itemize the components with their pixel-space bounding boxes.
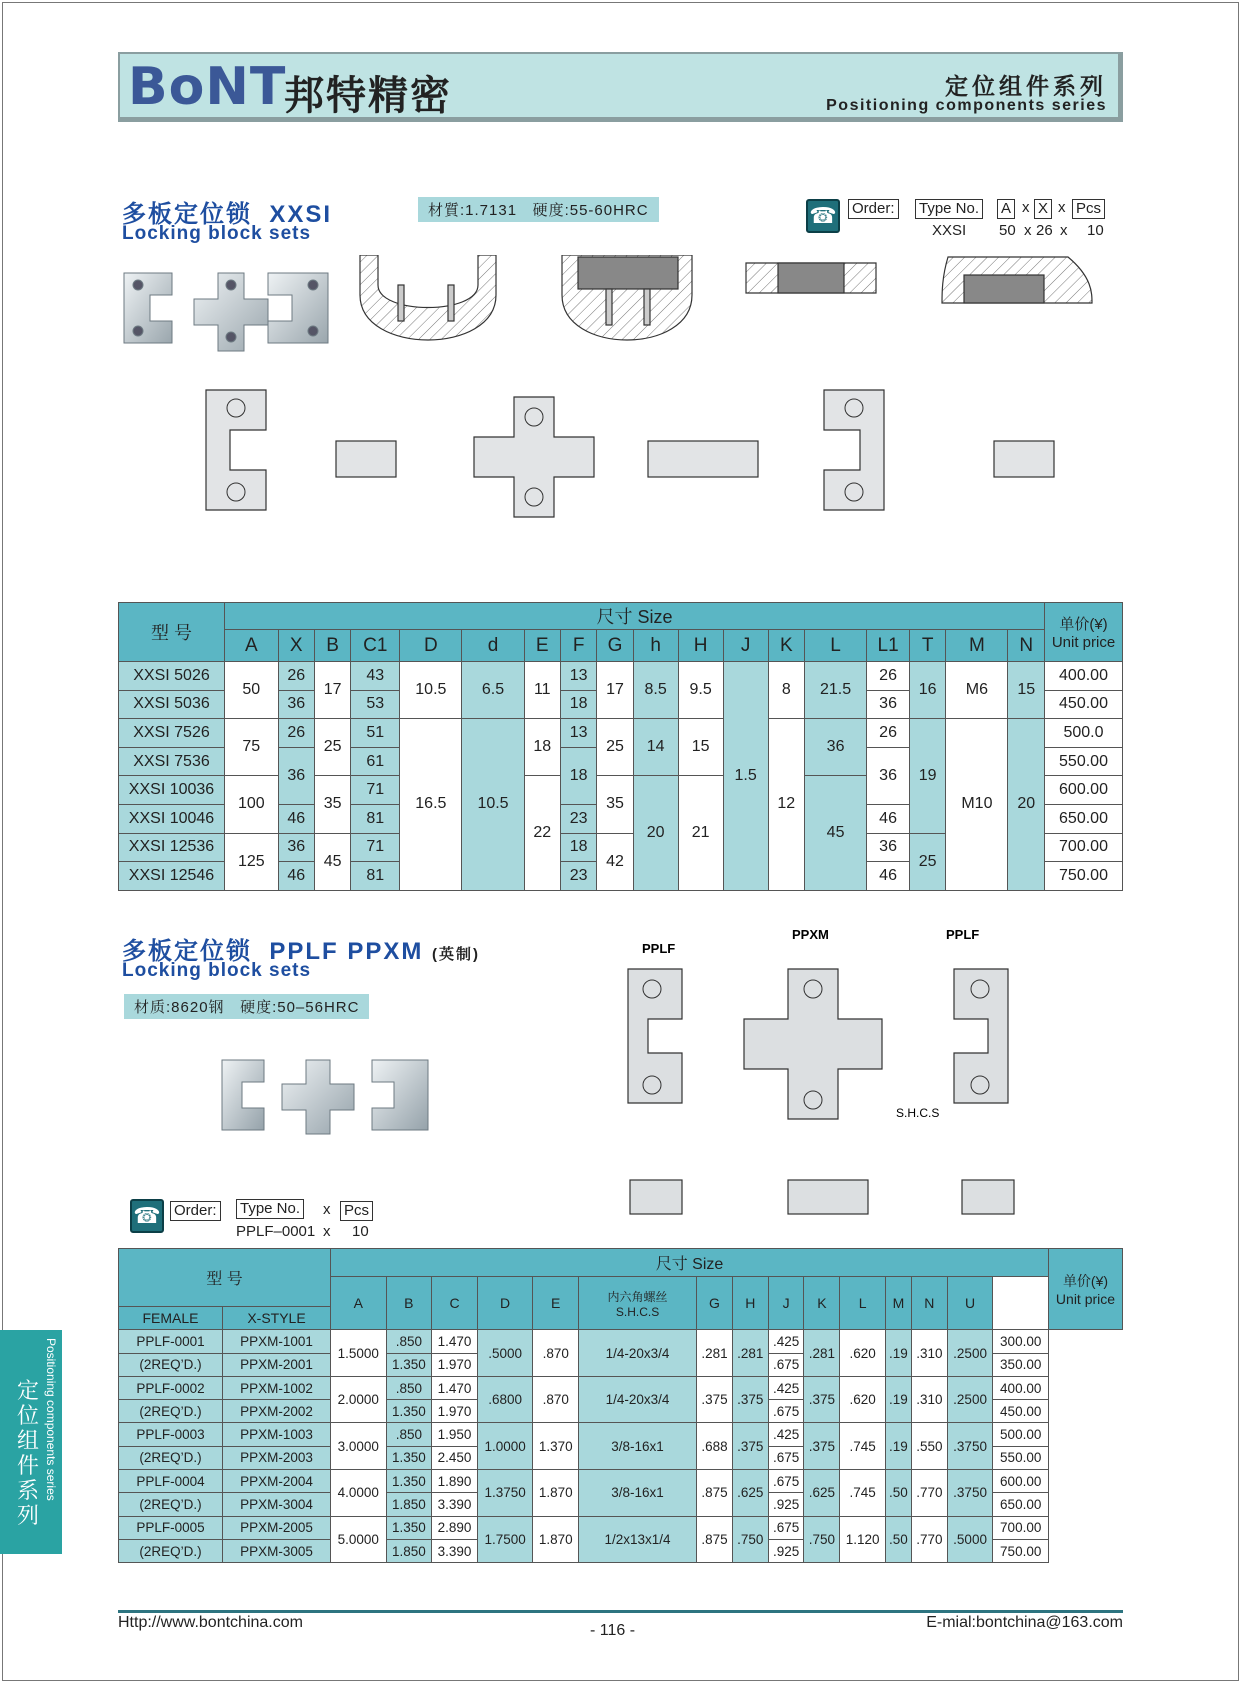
cell-m: .50 <box>885 1470 911 1517</box>
cell-e: 1.370 <box>533 1423 579 1470</box>
cell-e: 18 <box>524 719 560 776</box>
cell-d: 1.3750 <box>477 1470 533 1517</box>
cell-d: .6800 <box>477 1376 533 1423</box>
female-model-cell: PPLF-0005 <box>119 1516 223 1539</box>
cell-c1: 43 <box>351 662 400 691</box>
cell-n: .770 <box>911 1470 947 1517</box>
cell-e: 1.870 <box>533 1516 579 1563</box>
price-cell: 350.00 <box>993 1353 1049 1376</box>
cell-shcs: 1/4-20x3/4 <box>579 1376 697 1423</box>
cell-f: 18 <box>560 747 596 804</box>
cell-m: M10 <box>946 719 1008 891</box>
model-cell: XXSI 5026 <box>119 662 225 691</box>
cell-m: .50 <box>885 1516 911 1563</box>
cell-j: 1.5 <box>723 662 768 891</box>
model-cell: XXSI 10046 <box>119 804 225 833</box>
xstyle-model-cell: PPXM-3005 <box>223 1539 331 1562</box>
cell-shcs: 1/4-20x3/4 <box>579 1330 697 1377</box>
col-b-header: B <box>314 630 350 662</box>
price-cell: 700.00 <box>993 1516 1049 1539</box>
cell-b: .850 <box>386 1330 432 1353</box>
cell-j: .675 <box>768 1400 804 1423</box>
female-model-cell: PPLF-0004 <box>119 1470 223 1493</box>
cell-h: 15 <box>678 719 723 776</box>
price-cell: 450.00 <box>1045 690 1123 719</box>
cell-x: 36 <box>278 833 314 862</box>
price-cell: 400.00 <box>993 1376 1049 1399</box>
cell-g: .688 <box>697 1423 733 1470</box>
model-cell: XXSI 5036 <box>119 690 225 719</box>
cell-a: 100 <box>225 776 279 833</box>
order-type-label: Type No. <box>915 199 983 219</box>
pplf-size-table <box>118 1248 1123 1563</box>
col-xstyle: X-STYLE <box>223 1307 331 1330</box>
order-example-type: PPLF–0001 <box>236 1223 316 1240</box>
cell-l: .745 <box>840 1470 886 1517</box>
col-a-header: A <box>331 1277 387 1330</box>
cell-l1: 26 <box>867 662 910 691</box>
cell-g: .375 <box>697 1376 733 1423</box>
cell-b: .850 <box>386 1423 432 1446</box>
female-req-cell: (2REQ’D.) <box>119 1400 223 1423</box>
cell-n: .310 <box>911 1330 947 1377</box>
cell-a: 50 <box>225 662 279 719</box>
col-u-header: U <box>947 1277 993 1330</box>
cell-b: 1.850 <box>386 1539 432 1562</box>
cell-k: 8 <box>768 662 804 719</box>
cell-h: .625 <box>732 1470 768 1517</box>
col-b-header: B <box>386 1277 432 1330</box>
cell-e: 11 <box>524 662 560 719</box>
cell-c: 1.470 <box>432 1376 478 1399</box>
col-m-header: M <box>946 630 1008 662</box>
cell-f: 18 <box>560 690 596 719</box>
cell-c1: 71 <box>351 776 400 805</box>
cell-l1: 36 <box>867 747 910 804</box>
cell-e: 1.870 <box>533 1470 579 1517</box>
cell-h-small: 20 <box>633 776 678 890</box>
cell-j: .675 <box>768 1470 804 1493</box>
col-c1-header: C1 <box>351 630 400 662</box>
order-pcs-label: Pcs <box>1072 199 1105 219</box>
female-req-cell: (2REQ’D.) <box>119 1493 223 1516</box>
cell-k: .375 <box>804 1376 840 1423</box>
xxsi-material-box: 材質:1.7131 硬度:55-60HRC <box>418 197 659 222</box>
order-example-type: XXSI <box>932 222 967 239</box>
cell-f: 13 <box>560 662 596 691</box>
cell-e: .870 <box>533 1376 579 1423</box>
cell-c1: 81 <box>351 862 400 891</box>
cell-m: .19 <box>885 1423 911 1470</box>
col-j-header: J <box>723 630 768 662</box>
cell-x: 46 <box>278 804 314 833</box>
col-a-header: A <box>225 630 279 662</box>
price-cell: 500.00 <box>993 1423 1049 1446</box>
order-example-pcs: 10 <box>1087 222 1104 239</box>
price-cell: 700.00 <box>1045 833 1123 862</box>
cell-c: 1.950 <box>432 1423 478 1446</box>
cell-l: 1.120 <box>840 1516 886 1563</box>
price-cell: 500.0 <box>1045 719 1123 748</box>
cell-k: .625 <box>804 1470 840 1517</box>
order-x-label: X <box>1034 199 1052 219</box>
cell-j: .675 <box>768 1446 804 1469</box>
col-d-header: D <box>477 1277 533 1330</box>
cell-n: .550 <box>911 1423 947 1470</box>
company-name: 邦特精密 <box>284 72 452 119</box>
cell-c: 1.470 <box>432 1330 478 1353</box>
female-model-cell: PPLF-0001 <box>119 1330 223 1353</box>
phone-icon: ☎ <box>130 1199 164 1233</box>
cell-l1: 36 <box>867 833 910 862</box>
cell-c1: 71 <box>351 833 400 862</box>
xstyle-model-cell: PPXM-2001 <box>223 1353 331 1376</box>
cell-c1: 61 <box>351 747 400 776</box>
cell-b: 1.850 <box>386 1493 432 1516</box>
cell-f: 23 <box>560 804 596 833</box>
cell-a: 4.0000 <box>331 1470 387 1517</box>
cell-b: 17 <box>314 662 350 719</box>
cell-d-small: 6.5 <box>462 662 524 719</box>
price-cell: 650.00 <box>993 1493 1049 1516</box>
xxsi-technical-drawings <box>118 255 1128 585</box>
col-model-header: 型 号 <box>119 1249 331 1307</box>
price-cell: 600.00 <box>1045 776 1123 805</box>
cell-g: 42 <box>597 833 633 890</box>
female-req-cell: (2REQ’D.) <box>119 1353 223 1376</box>
cell-k: 12 <box>768 719 804 891</box>
cell-h-small: 8.5 <box>633 662 678 719</box>
col-h-header: H <box>678 630 723 662</box>
side-tab-cn: 定位组件系列 <box>16 1378 39 1528</box>
cell-d: 16.5 <box>400 719 462 891</box>
xxsi-size-table <box>118 602 1123 891</box>
cell-j: .925 <box>768 1493 804 1516</box>
cell-x: 36 <box>278 690 314 719</box>
col-l-header: L <box>840 1277 886 1330</box>
cell-shcs: 3/8-16x1 <box>579 1423 697 1470</box>
pplf-label-2: PPLF <box>946 927 980 942</box>
col-n-header: N <box>911 1277 947 1330</box>
cell-u: .2500 <box>947 1330 993 1377</box>
order-sep: x <box>323 1201 331 1218</box>
order-label: Order: <box>848 199 899 219</box>
cell-c: 2.890 <box>432 1516 478 1539</box>
cell-k: .281 <box>804 1330 840 1377</box>
cell-b: .850 <box>386 1376 432 1399</box>
cell-u: .3750 <box>947 1470 993 1517</box>
col-size-header: 尺寸 Size <box>331 1249 1049 1277</box>
cell-b: 35 <box>314 776 350 833</box>
cell-l: 45 <box>804 776 866 890</box>
cell-l: .620 <box>840 1330 886 1377</box>
cell-x: 26 <box>278 719 314 748</box>
cell-j: .425 <box>768 1376 804 1399</box>
cell-l: .745 <box>840 1423 886 1470</box>
cell-b: 1.350 <box>386 1446 432 1469</box>
col-f-header: F <box>560 630 596 662</box>
cell-e: 22 <box>524 776 560 890</box>
cell-e: .870 <box>533 1330 579 1377</box>
order-a-label: A <box>997 199 1015 219</box>
cell-c1: 53 <box>351 690 400 719</box>
col-d-header: D <box>400 630 462 662</box>
col-d-header: d <box>462 630 524 662</box>
ppxm-label: PPXM <box>792 927 829 942</box>
order-sep: x <box>1024 222 1032 239</box>
col-j-header: J <box>768 1277 804 1330</box>
cell-j: .425 <box>768 1423 804 1446</box>
price-cell: 550.00 <box>993 1446 1049 1469</box>
block-photo <box>124 273 328 351</box>
cell-f: 18 <box>560 833 596 862</box>
cell-c: 2.450 <box>432 1446 478 1469</box>
cell-n: .770 <box>911 1516 947 1563</box>
xxsi-title-en: Locking block sets <box>122 223 312 244</box>
col-k-header: K <box>768 630 804 662</box>
cell-x: 46 <box>278 862 314 891</box>
cell-l: 21.5 <box>804 662 866 719</box>
cell-l: 36 <box>804 719 866 776</box>
cell-g: .281 <box>697 1330 733 1377</box>
order-label: Order: <box>170 1201 221 1221</box>
col-female: FEMALE <box>119 1307 223 1330</box>
col-l1-header: L1 <box>867 630 910 662</box>
cell-c1: 51 <box>351 719 400 748</box>
side-tab-en: Positioning components series <box>44 1338 58 1501</box>
female-req-cell: (2REQ’D.) <box>119 1446 223 1469</box>
col-l-header: L <box>804 630 866 662</box>
pplf-title-en: Locking block sets <box>122 960 312 981</box>
cell-n: 15 <box>1008 662 1045 719</box>
cell-k: .750 <box>804 1516 840 1563</box>
cell-l1: 46 <box>867 804 910 833</box>
cell-a: 3.0000 <box>331 1423 387 1470</box>
series-title-cn: 定位组件系列 <box>945 73 1107 99</box>
xstyle-model-cell: PPXM-1001 <box>223 1330 331 1353</box>
pplf-material-box: 材质:8620钢 硬度:50–56HRC <box>124 994 369 1019</box>
model-cell: XXSI 7526 <box>119 719 225 748</box>
col-c-header: C <box>432 1277 478 1330</box>
order-sep: x <box>323 1223 331 1240</box>
xstyle-model-cell: PPXM-2002 <box>223 1400 331 1423</box>
female-model-cell: PPLF-0003 <box>119 1423 223 1446</box>
cell-c1: 81 <box>351 804 400 833</box>
cell-d: 1.7500 <box>477 1516 533 1563</box>
col-model-header: 型 号 <box>119 603 225 662</box>
cell-a: 5.0000 <box>331 1516 387 1563</box>
cell-k: .375 <box>804 1423 840 1470</box>
cell-j: .925 <box>768 1539 804 1562</box>
brand-logo: BoNT <box>128 57 287 117</box>
cell-t: 19 <box>909 719 945 833</box>
price-cell: 550.00 <box>1045 747 1123 776</box>
cell-d: 1.0000 <box>477 1423 533 1470</box>
cell-t: 16 <box>909 662 945 719</box>
cell-c: 1.970 <box>432 1353 478 1376</box>
xstyle-model-cell: PPXM-3004 <box>223 1493 331 1516</box>
col-g-header: G <box>697 1277 733 1330</box>
cell-shcs: 3/8-16x1 <box>579 1470 697 1517</box>
cell-b: 1.350 <box>386 1516 432 1539</box>
cell-m: .19 <box>885 1330 911 1377</box>
col-h-header: h <box>633 630 678 662</box>
cell-m: .19 <box>885 1376 911 1423</box>
cell-t: 25 <box>909 833 945 890</box>
footer-email[interactable]: E-mial:bontchina@163.com <box>926 1614 1123 1631</box>
col-n-header: N <box>1008 630 1045 662</box>
series-title-en: Positioning components series <box>826 97 1107 114</box>
cell-u: .2500 <box>947 1376 993 1423</box>
cell-l1: 46 <box>867 862 910 891</box>
cell-x: 26 <box>278 662 314 691</box>
cell-a: 2.0000 <box>331 1376 387 1423</box>
cell-c: 1.970 <box>432 1400 478 1423</box>
price-cell: 750.00 <box>993 1539 1049 1562</box>
col-m-header: M <box>885 1277 911 1330</box>
col-e-header: E <box>524 630 560 662</box>
price-cell: 450.00 <box>993 1400 1049 1423</box>
order-pcs-label: Pcs <box>340 1201 373 1221</box>
cell-c: 3.390 <box>432 1493 478 1516</box>
cell-x: 36 <box>278 747 314 804</box>
col-g-header: G <box>597 630 633 662</box>
xstyle-model-cell: PPXM-2004 <box>223 1470 331 1493</box>
footer-url[interactable]: Http://www.bontchina.com <box>118 1614 303 1631</box>
order-type-label: Type No. <box>236 1199 304 1219</box>
cell-u: .5000 <box>947 1516 993 1563</box>
cell-g: 35 <box>597 776 633 833</box>
model-cell: XXSI 7536 <box>119 747 225 776</box>
cell-h: .375 <box>732 1376 768 1423</box>
col-e-header: E <box>533 1277 579 1330</box>
cell-f: 23 <box>560 862 596 891</box>
order-example-a: 50 <box>999 222 1016 239</box>
cell-c: 3.390 <box>432 1539 478 1562</box>
cell-h: 21 <box>678 776 723 890</box>
cell-h-small: 14 <box>633 719 678 776</box>
xxsi-title: 多板定位锁 XXSI <box>122 201 333 228</box>
pplf-technical-drawings <box>200 925 1060 1225</box>
price-cell: 750.00 <box>1045 862 1123 891</box>
phone-icon: ☎ <box>806 199 840 233</box>
price-cell: 400.00 <box>1045 662 1123 691</box>
cell-n: .310 <box>911 1376 947 1423</box>
cell-c: 1.890 <box>432 1470 478 1493</box>
pplf-label: PPLF <box>642 941 676 956</box>
cell-j: .675 <box>768 1516 804 1539</box>
cell-j: .425 <box>768 1330 804 1353</box>
col-price-header: 单价(¥) Unit price <box>1045 603 1123 662</box>
col-h-header: H <box>732 1277 768 1330</box>
cell-g: .875 <box>697 1470 733 1517</box>
cell-j: .675 <box>768 1353 804 1376</box>
col-size-header: 尺寸 Size <box>225 603 1045 630</box>
cell-b: 1.350 <box>386 1353 432 1376</box>
pplf-title: 多板定位锁 PPLF PPXM (英制) <box>122 938 481 965</box>
price-cell: 600.00 <box>993 1470 1049 1493</box>
cell-b: 45 <box>314 833 350 890</box>
order-example-x: 26 <box>1036 222 1053 239</box>
cell-d-small: 10.5 <box>462 719 524 891</box>
col-k-header: K <box>804 1277 840 1330</box>
cell-f: 13 <box>560 719 596 748</box>
cell-l1: 36 <box>867 690 910 719</box>
female-req-cell: (2REQ’D.) <box>119 1539 223 1562</box>
xstyle-model-cell: PPXM-1002 <box>223 1376 331 1399</box>
price-cell: 650.00 <box>1045 804 1123 833</box>
cell-a: 125 <box>225 833 279 890</box>
cell-a: 75 <box>225 719 279 776</box>
order-sep: x <box>1060 222 1068 239</box>
col-x-header: X <box>278 630 314 662</box>
cell-shcs: 1/2x13x1/4 <box>579 1516 697 1563</box>
model-cell: XXSI 12546 <box>119 862 225 891</box>
order-sep: x <box>1022 199 1030 216</box>
cell-d: .5000 <box>477 1330 533 1377</box>
cell-b: 1.350 <box>386 1470 432 1493</box>
col-shcs-header: 内六角螺丝 S.H.C.S <box>579 1277 697 1330</box>
cell-b: 1.350 <box>386 1400 432 1423</box>
cell-l: .620 <box>840 1376 886 1423</box>
order-example-pcs: 10 <box>352 1223 369 1240</box>
cell-m: M6 <box>946 662 1008 719</box>
cell-a: 1.5000 <box>331 1330 387 1377</box>
cell-h: .281 <box>732 1330 768 1377</box>
order-sep: x <box>1058 199 1066 216</box>
female-model-cell: PPLF-0002 <box>119 1376 223 1399</box>
shcs-label: S.H.C.S <box>896 1106 940 1120</box>
cell-u: .3750 <box>947 1423 993 1470</box>
xstyle-model-cell: PPXM-2003 <box>223 1446 331 1469</box>
model-cell: XXSI 10036 <box>119 776 225 805</box>
footer-divider <box>118 1610 1123 1613</box>
col-price-header: 单价(¥) Unit price <box>1049 1249 1123 1330</box>
cell-l1: 26 <box>867 719 910 748</box>
cell-g: .875 <box>697 1516 733 1563</box>
col-t-header: T <box>909 630 945 662</box>
cell-h: 9.5 <box>678 662 723 719</box>
xstyle-model-cell: PPXM-1003 <box>223 1423 331 1446</box>
cell-d: 10.5 <box>400 662 462 719</box>
xstyle-model-cell: PPXM-2005 <box>223 1516 331 1539</box>
page-number: - 116 - <box>590 1622 636 1639</box>
cell-b: 25 <box>314 719 350 776</box>
cell-n: 20 <box>1008 719 1045 891</box>
cell-h: .750 <box>732 1516 768 1563</box>
model-cell: XXSI 12536 <box>119 833 225 862</box>
cell-g: 17 <box>597 662 633 719</box>
cell-h: .375 <box>732 1423 768 1470</box>
cell-g: 25 <box>597 719 633 776</box>
price-cell: 300.00 <box>993 1330 1049 1353</box>
